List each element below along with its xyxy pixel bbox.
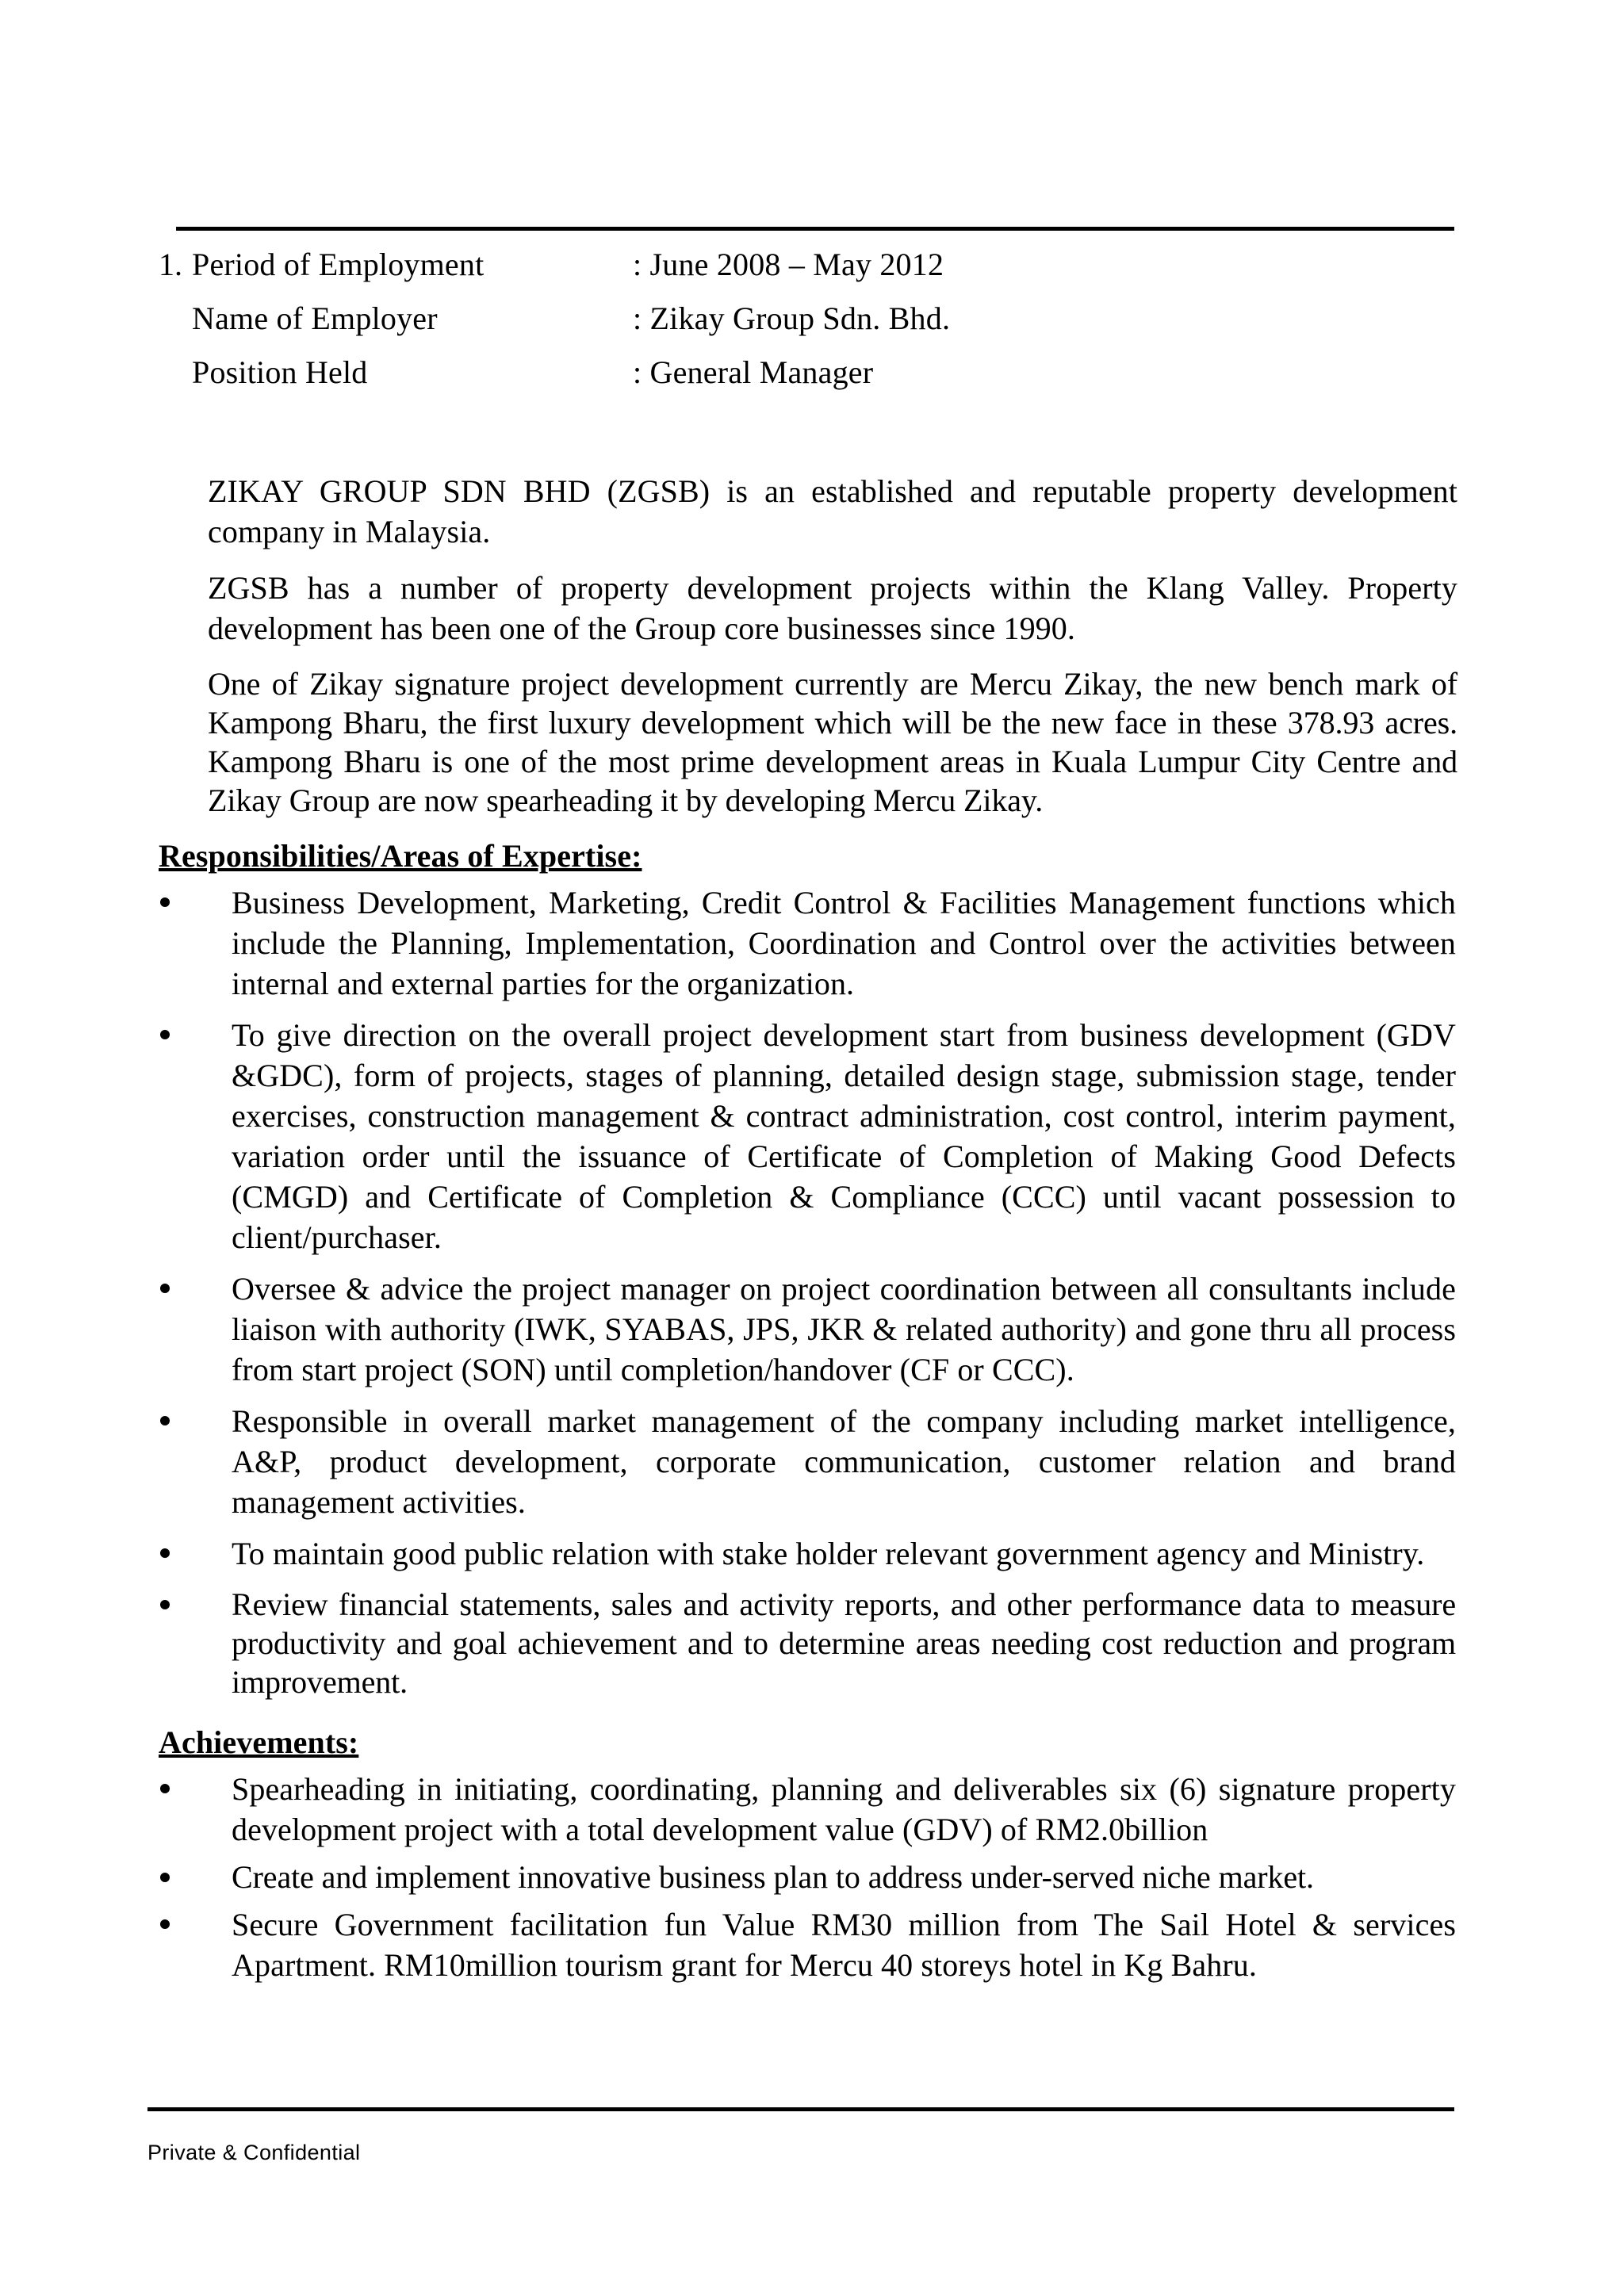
employment-value-employer: : Zikay Group Sdn. Bhd. — [633, 300, 951, 336]
employment-item-number: 1. — [159, 247, 182, 282]
intro-paragraph-3: One of Zikay signature project development currently are Mercu Zikay, the new bench mark of Kampong Bharu, the first luxury development which will be the new face in these 378.93 acres. Kampong Bharu is one of the most prime development areas in Kuala Lumpur City Centre and Zikay Group are now spearheading it by developing Mercu Zikay. — [208, 666, 1457, 818]
bullet-dot-icon — [160, 1284, 170, 1293]
bullet-dot-icon — [160, 1030, 170, 1039]
list-item — [159, 1401, 1456, 1522]
employment-value-period: : June 2008 – May 2012 — [633, 247, 944, 282]
footer-divider — [147, 2107, 1454, 2111]
bullet-dot-icon — [160, 1873, 170, 1882]
list-item-text: Spearheading in initiating, coordinating, planning and deliverables six (6) signature property development project with a total development value (GDV) of RM2.0billion — [232, 1771, 1456, 1847]
list-item-text: Secure Government facilitation fun Value RM30 million from The Sail Hotel & services Apartment. RM10million tourism grant for Mercu 40 storeys hotel in Kg Bahru. — [232, 1907, 1456, 1983]
header-divider — [176, 227, 1454, 231]
list-item-text: Review financial statements, sales and activity reports, and other performance data to measure productivity and goal achievement and to determine areas needing cost reduction and program improvement. — [232, 1586, 1456, 1700]
company-intro-block — [208, 471, 1457, 820]
bullet-dot-icon — [160, 1919, 170, 1929]
responsibilities-list — [159, 882, 1456, 1701]
list-item — [159, 1769, 1456, 1850]
list-item — [159, 1269, 1456, 1390]
list-item-text: Business Development, Marketing, Credit Control & Facilities Management functions which include the Planning, Implementation, Coordination and Control over the activities between internal and external parties for the organization. — [232, 885, 1456, 1001]
heading-responsibilities: Responsibilities/Areas of Expertise: — [159, 838, 642, 874]
employment-value-position: : General Manager — [633, 354, 874, 390]
achievements-list — [159, 1769, 1456, 1985]
list-item — [159, 1904, 1456, 1985]
list-item — [159, 1585, 1456, 1701]
heading-achievements: Achievements: — [159, 1724, 359, 1760]
employment-detail-list — [159, 238, 1456, 400]
list-item — [159, 1533, 1456, 1574]
list-item-text: To maintain good public relation with stake holder relevant government agency and Ministry. — [232, 1536, 1425, 1571]
intro-paragraph-2: ZGSB has a number of property development projects within the Klang Valley. Property development has been one of the Group core businesses since 1990. — [208, 570, 1457, 646]
list-item-text: Create and implement innovative business plan to address under-served niche market. — [232, 1859, 1314, 1895]
list-item — [159, 1015, 1456, 1257]
list-item-text: Oversee & advice the project manager on project coordination between all consultants include liaison with authority (IWK, SYABAS, JPS, JKR & related authority) and gone thru all process from start project (SON) until completion/handover (CF or CCC). — [232, 1271, 1456, 1387]
employment-row-period — [159, 238, 1456, 292]
employment-row-position — [159, 346, 1456, 400]
footer-confidentiality-notice: Private & Confidential — [147, 2141, 361, 2164]
list-item-text: Responsible in overall market management of the company including market intelligence, A&P, product development, corporate communication, customer relation and brand management activities. — [232, 1403, 1456, 1520]
bullet-dot-icon — [160, 897, 170, 907]
bullet-dot-icon — [160, 1600, 170, 1609]
employment-label-employer: Name of Employer — [192, 300, 438, 336]
document-content — [159, 238, 1456, 1985]
employment-row-employer — [159, 292, 1456, 346]
bullet-dot-icon — [160, 1784, 170, 1793]
bullet-dot-icon — [160, 1548, 170, 1558]
list-item — [159, 1858, 1456, 1896]
employment-label-position: Position Held — [192, 354, 368, 390]
list-item — [159, 882, 1456, 1004]
list-item-text: To give direction on the overall project development start from business development (GDV &GDC), form of projects, stages of planning, detailed design stage, submission stage, tender exercises, construction management & contract administration, cost control, interim payment, variation order until the issuance of Certificate of Completion of Making Good Defects (CMGD) and Certificate of Completion & Compliance (CCC) until vacant possession to client/purchaser. — [232, 1017, 1456, 1255]
employment-label-period: Period of Employment — [192, 247, 485, 282]
bullet-dot-icon — [160, 1416, 170, 1425]
intro-paragraph-1: ZIKAY GROUP SDN BHD (ZGSB) is an established and reputable property development company in Malaysia. — [208, 473, 1457, 549]
